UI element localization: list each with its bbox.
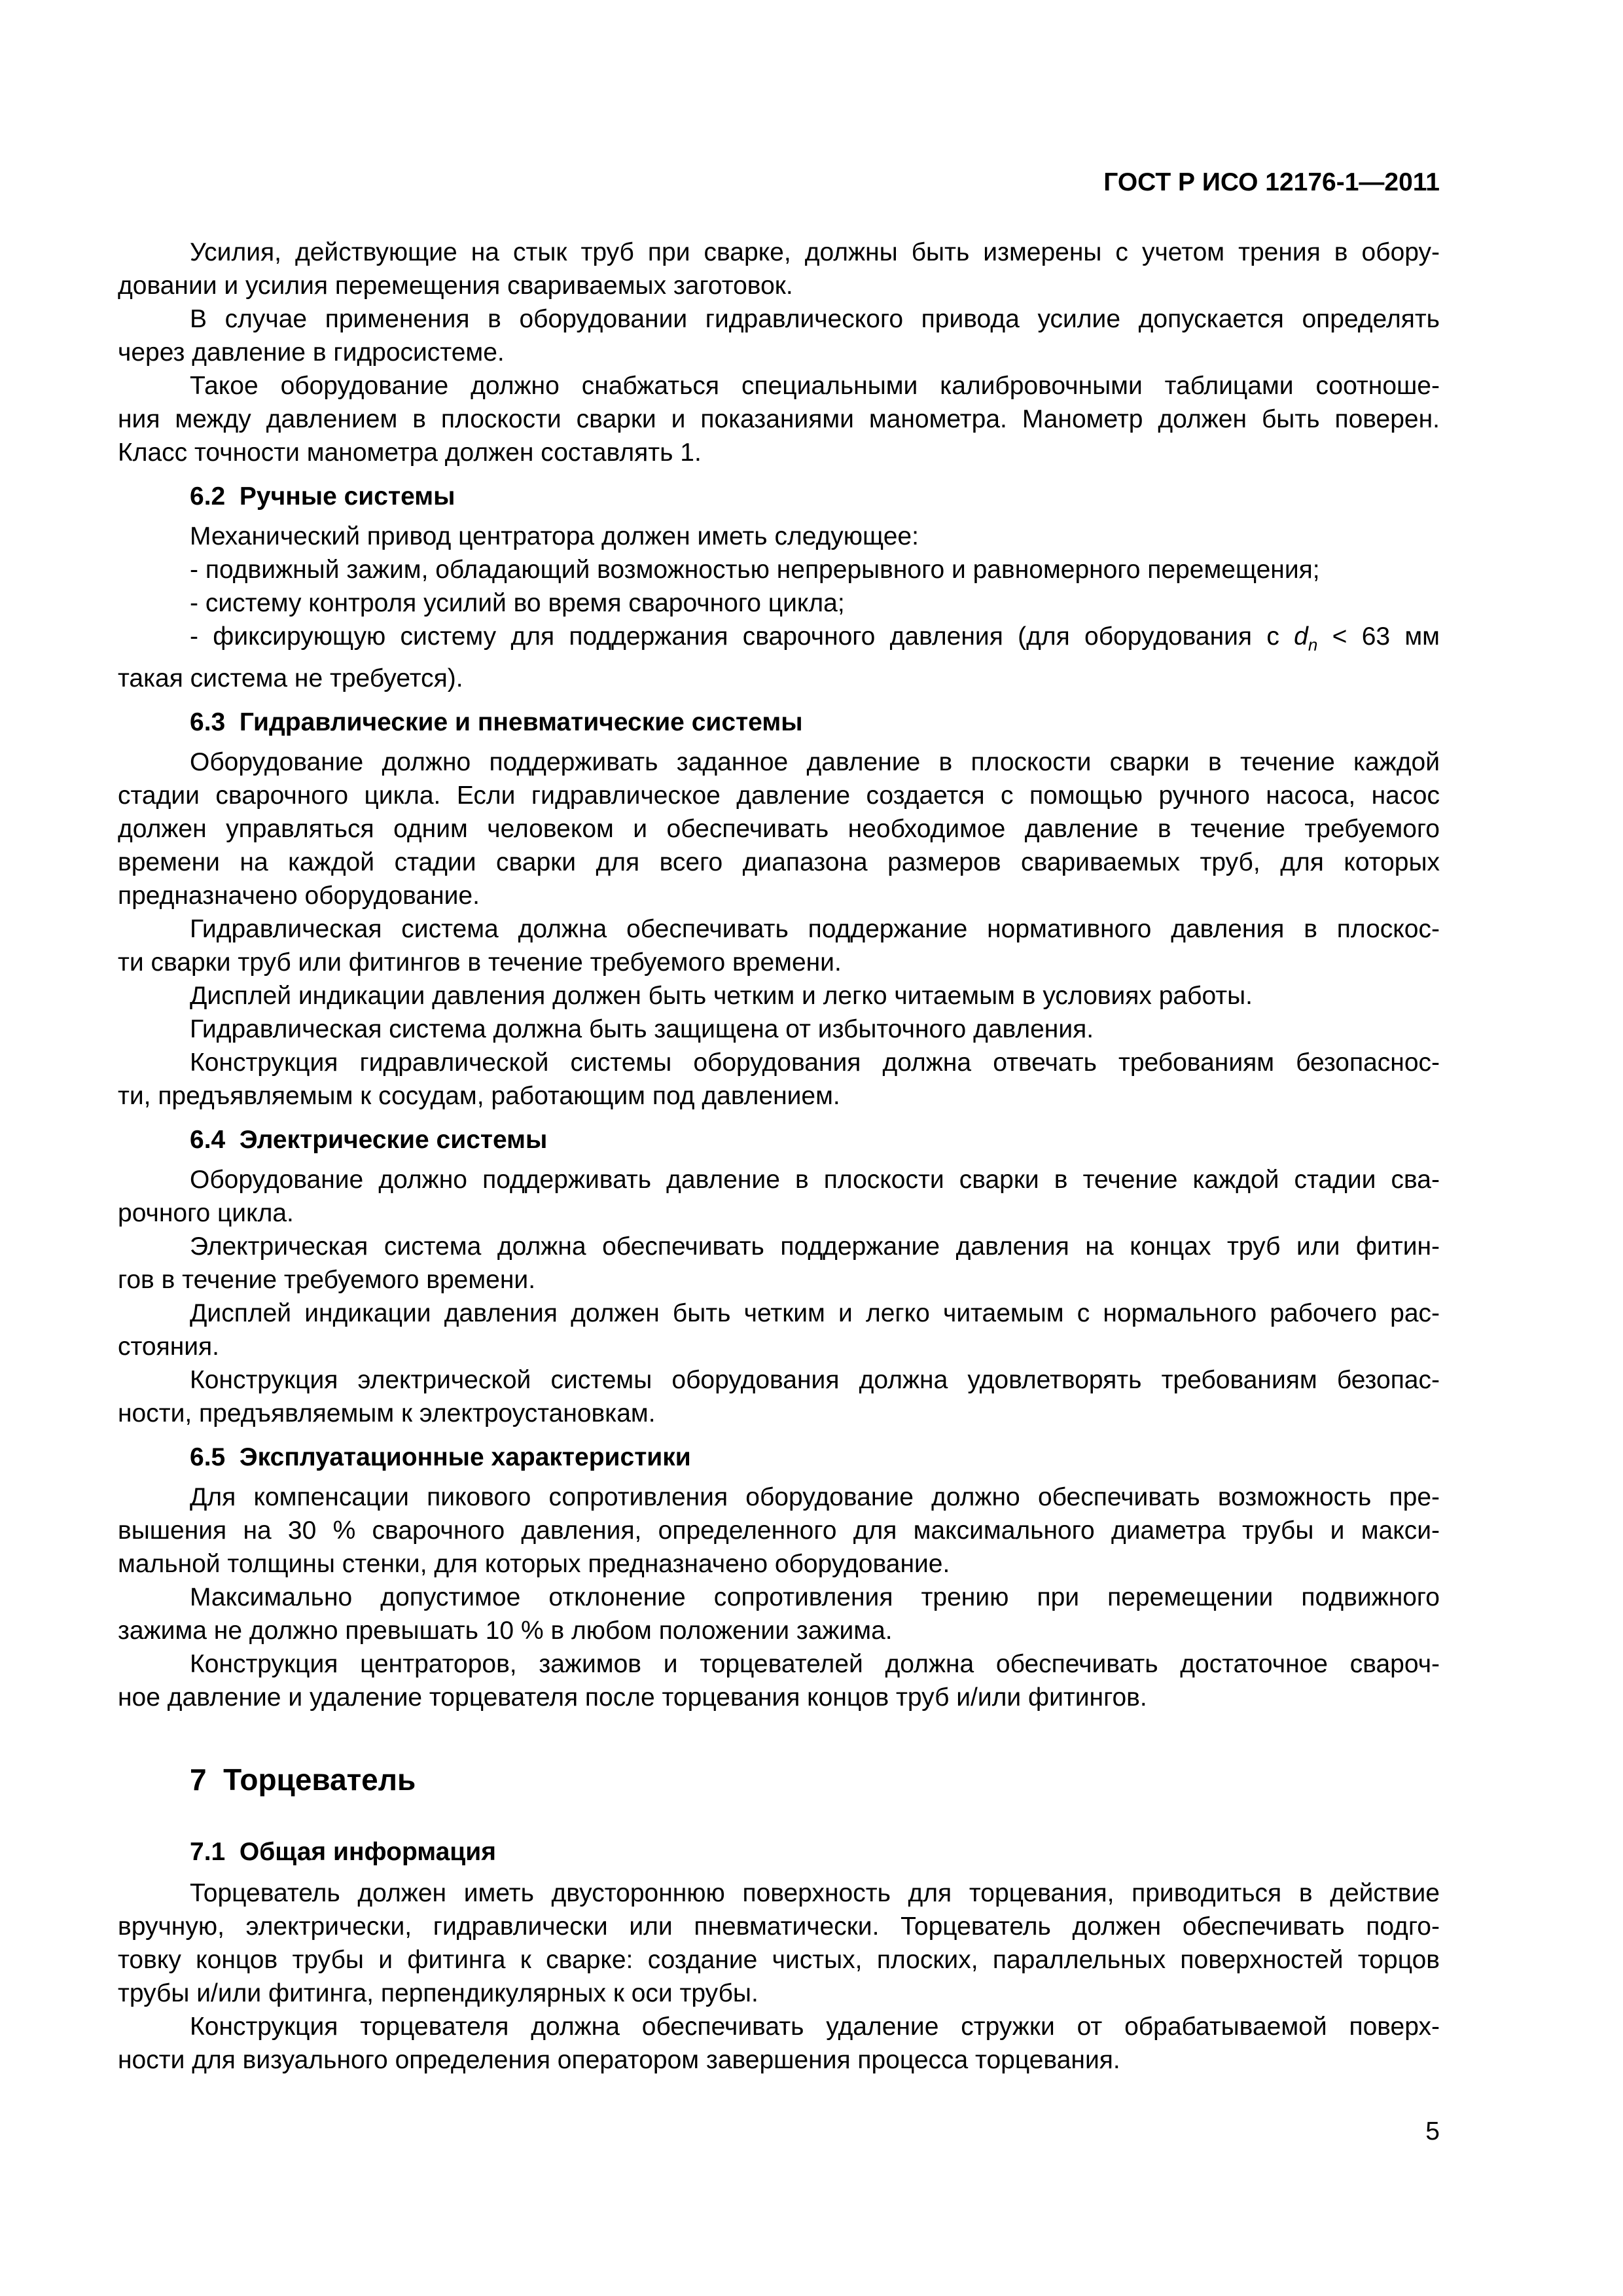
paragraph [118, 1647, 1440, 1714]
document-header: ГОСТ Р ИСО 12176-1—2011 [1103, 168, 1440, 196]
text-line: - подвижный зажим, обладающий возможностью непрерывного и равномерного перемещения; [190, 556, 1320, 584]
text-line: Механический привод центратора должен иметь следующее: [190, 522, 919, 550]
page-number: 5 [1425, 2117, 1440, 2145]
text-line: Класс точности манометра должен составлять 1. [118, 439, 702, 467]
text-line: стадии сварочного цикла. Если гидравлическое давление создается с помощью ручного насоса, насос [118, 781, 1440, 810]
paragraph [118, 1230, 1440, 1297]
text-line: ное давление и удаление торцевателя после торцевания концов труб и/или фитингов. [118, 1683, 1147, 1712]
paragraph [118, 745, 1440, 912]
section-heading-6-4: 6.4 Электрические системы [190, 1125, 548, 1154]
paragraph [118, 1297, 1440, 1363]
subscript-n: n [1308, 634, 1318, 655]
paragraph [118, 1363, 1440, 1430]
text-line: В случае применения в оборудовании гидравлического привода усилие допускается определять [190, 305, 1440, 333]
text-line: Дисплей индикации давления должен быть четким и легко читаемым в условиях работы. [190, 981, 1253, 1010]
document-body [118, 236, 1440, 2148]
text-line: Конструкция гидравлической системы оборудования должна отвечать требованиям безопаснос- [190, 1048, 1440, 1077]
paragraph [118, 302, 1440, 369]
paragraph [118, 1163, 1440, 1230]
paragraph [118, 1876, 1440, 2010]
text-line: трубы и/или фитинга, перпендикулярных к оси трубы. [118, 1979, 758, 2007]
paragraph [118, 236, 1440, 302]
text-line: Гидравлическая система должна обеспечивать поддержание нормативного давления в плоскос- [190, 914, 1440, 943]
text-line: Электрическая система должна обеспечивать поддержание давления на концах труб или фитин- [190, 1232, 1440, 1261]
bullet-item [118, 553, 1440, 586]
text-line: вручную, электрически, гидравлически или пневматически. Торцеватель должен обеспечивать подго- [118, 1912, 1440, 1941]
text-line: такая система не требуется). [118, 664, 463, 692]
paragraph [118, 1013, 1440, 1046]
paragraph [118, 1581, 1440, 1647]
paragraph [118, 2010, 1440, 2077]
text-line: ти сварки труб или фитингов в течение требуемого времени. [118, 948, 842, 977]
text-line: ности, предъявляемым к электроустановкам. [118, 1399, 656, 1427]
text-line: товку концов трубы и фитинга к сварке: создание чистых, плоских, параллельных поверхностей торцов [118, 1945, 1440, 1974]
paragraph [118, 369, 1440, 469]
text-line: Максимально допустимое отклонение сопротивления трению при перемещении подвижного [190, 1583, 1440, 1611]
paragraph [118, 520, 1440, 553]
text-line: времени на каждой стадии сварки для всего диапазона размеров свариваемых труб, для которых [118, 848, 1440, 876]
section-heading-6-5: 6.5 Эксплуатационные характеристики [190, 1443, 691, 1471]
text-line: должен управляться одним человеком и обеспечивать необходимое давление в течение требуемого [118, 814, 1440, 843]
variable-d: d [1294, 622, 1308, 651]
text-line: стояния. [118, 1332, 220, 1361]
paragraph [118, 1480, 1440, 1581]
paragraph [118, 1046, 1440, 1113]
text-line: Дисплей индикации давления должен быть четким и легко читаемым с нормального рабочего рас- [190, 1299, 1440, 1327]
text-line: Оборудование должно поддерживать заданное давление в плоскости сварки в течение каждой [190, 747, 1440, 776]
section-heading-6-2: 6.2 Ручные системы [190, 482, 455, 511]
text-line: Конструкция торцевателя должна обеспечивать удаление стружки от обрабатываемой поверх- [190, 2012, 1440, 2041]
text-line: Торцеватель должен иметь двустороннюю поверхность для торцевания, приводиться в действие [190, 1878, 1440, 1907]
text-line: довании и усилия перемещения свариваемых заготовок. [118, 272, 793, 300]
paragraph [118, 979, 1440, 1013]
text-line: через давление в гидросистеме. [118, 338, 505, 367]
text-line: рочного цикла. [118, 1198, 294, 1227]
text-line: Гидравлическая система должна быть защищена от избыточного давления. [190, 1014, 1094, 1043]
text-line: Такое оборудование должно снабжаться специальными калибровочными таблицами соотноше- [190, 372, 1440, 400]
text-line: вышения на 30 % сварочного давления, определенного для максимального диаметра трубы и макси- [118, 1516, 1440, 1545]
text-line: Конструкция электрической системы оборудования должна удовлетворять требованиям безопас- [190, 1365, 1440, 1394]
text-line: предназначено оборудование. [118, 881, 480, 910]
text-line: Конструкция центраторов, зажимов и торцевателей должна обеспечивать достаточное свароч- [190, 1649, 1440, 1678]
text-line: гов в течение требуемого времени. [118, 1265, 536, 1294]
text-line [118, 620, 1440, 662]
text-line: ти, предъявляемым к сосудам, работающим под давлением. [118, 1081, 840, 1110]
chapter-heading-7: 7 Торцеватель [190, 1762, 416, 1797]
text-line: Для компенсации пикового сопротивления оборудование должно обеспечивать возможность пре- [190, 1482, 1440, 1511]
bullet-item [118, 586, 1440, 620]
text-run: - фиксирующую систему для поддержания сварочного давления (для оборудования с [190, 622, 1294, 651]
text-line: - систему контроля усилий во время сварочного цикла; [190, 589, 845, 617]
text-line: зажима не должно превышать 10 % в любом положении зажима. [118, 1616, 893, 1645]
section-heading-7-1: 7.1 Общая информация [190, 1837, 496, 1866]
section-heading-6-3: 6.3 Гидравлические и пневматические системы [190, 708, 803, 736]
text-line: ния между давлением в плоскости сварки и показаниями манометра. Манометр должен быть поверен. [118, 405, 1440, 433]
text-line: Усилия, действующие на стык труб при сварке, должны быть измерены с учетом трения в обору- [190, 238, 1440, 266]
text-line: мальной толщины стенки, для которых предназначено оборудование. [118, 1549, 950, 1578]
bullet-item [118, 620, 1440, 695]
text-run: < 63 мм [1317, 622, 1440, 651]
text-line: Оборудование должно поддерживать давление в плоскости сварки в течение каждой стадии сва- [190, 1165, 1440, 1194]
paragraph [118, 912, 1440, 979]
text-line: ности для визуального определения оператором завершения процесса торцевания. [118, 2045, 1120, 2074]
